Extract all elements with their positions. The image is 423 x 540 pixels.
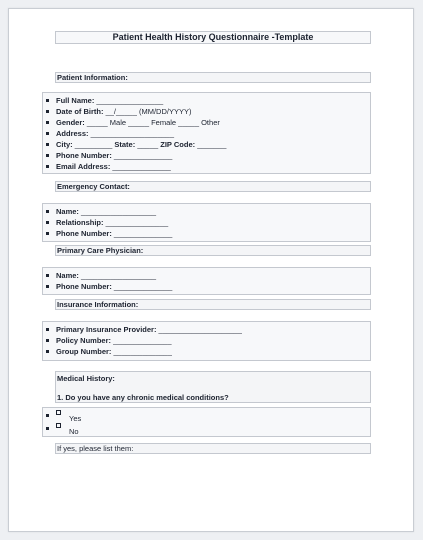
relationship-blank: _______________	[103, 218, 169, 227]
group-number-blank: ______________	[111, 347, 172, 356]
phone-number-label: Phone Number:	[56, 151, 112, 160]
physician-phone-label: Phone Number:	[56, 282, 112, 291]
bullet-icon	[46, 110, 49, 113]
phone-number-blank: ______________	[111, 151, 173, 160]
bullet-icon	[46, 285, 49, 288]
bullet-icon	[46, 99, 49, 102]
chronic-conditions-options	[42, 407, 371, 437]
bullet-icon	[46, 143, 49, 146]
full-name-label: Full Name:	[56, 96, 95, 105]
emergency-contact-fields	[42, 203, 371, 242]
bullet-icon	[46, 221, 49, 224]
bullet-icon	[46, 274, 49, 277]
patient-information-fields	[42, 92, 371, 174]
city-blank: _________	[72, 140, 115, 149]
insurance-fields	[42, 321, 371, 361]
emergency-name-label: Name:	[56, 207, 79, 216]
physician-name-label: Name:	[56, 271, 79, 280]
address-blank: ____________________	[88, 129, 175, 138]
policy-number-blank: ______________	[111, 336, 172, 345]
bullet-icon	[46, 339, 49, 342]
gender-options: _____ Male _____ Female _____ Other	[84, 118, 220, 127]
medical-history-block	[55, 371, 371, 403]
section-heading-insurance-information: Insurance Information:	[55, 299, 371, 310]
physician-phone-blank: ______________	[111, 282, 173, 291]
bullet-icon	[46, 154, 49, 157]
bullet-icon	[46, 328, 49, 331]
physician-fields	[42, 267, 371, 295]
gender-label: Gender:	[56, 118, 85, 127]
relationship-label: Relationship:	[56, 218, 104, 227]
state-label: State:	[114, 140, 136, 149]
section-heading-patient-information: Patient Information:	[55, 72, 371, 83]
email-address-blank: ______________	[110, 162, 171, 171]
yes-checkbox[interactable]	[56, 410, 61, 415]
insurance-provider-label: Primary Insurance Provider:	[56, 325, 157, 334]
bullet-icon	[46, 414, 49, 417]
state-blank: _____	[135, 140, 161, 149]
policy-number-label: Policy Number:	[56, 336, 112, 345]
section-heading-emergency-contact: Emergency Contact:	[55, 181, 371, 192]
no-label: No	[69, 427, 79, 436]
if-yes-list-prompt[interactable]: If yes, please list them:	[55, 443, 371, 454]
email-address-label: Email Address:	[56, 162, 111, 171]
section-heading-medical-history: Medical History:	[57, 374, 115, 383]
bullet-icon	[46, 232, 49, 235]
bullet-icon	[46, 210, 49, 213]
emergency-name-blank: __________________	[78, 207, 157, 216]
bullet-icon	[46, 121, 49, 124]
city-label: City:	[56, 140, 73, 149]
zip-code-label: ZIP Code:	[160, 140, 196, 149]
bullet-icon	[46, 350, 49, 353]
emergency-phone-blank: ______________	[111, 229, 173, 238]
bullet-icon	[46, 132, 49, 135]
bullet-icon	[46, 165, 49, 168]
insurance-provider-blank: ____________________	[156, 325, 242, 334]
full-name-blank: ________________	[94, 96, 164, 105]
zip-code-blank: _______	[195, 140, 227, 149]
yes-label: Yes	[69, 414, 82, 423]
chronic-conditions-question: 1. Do you have any chronic medical conditions?	[57, 393, 229, 402]
physician-name-blank: __________________	[78, 271, 157, 280]
document-title: Patient Health History Questionnaire -Template	[55, 31, 371, 44]
no-checkbox[interactable]	[56, 423, 61, 428]
group-number-label: Group Number:	[56, 347, 112, 356]
date-of-birth-label: Date of Birth:	[56, 107, 104, 116]
date-of-birth-blank: __/_____ (MM/DD/YYYY)	[103, 107, 192, 116]
bullet-icon	[46, 427, 49, 430]
address-label: Address:	[56, 129, 89, 138]
document-page	[8, 8, 414, 532]
section-heading-primary-care-physician: Primary Care Physician:	[55, 245, 371, 256]
emergency-phone-label: Phone Number:	[56, 229, 112, 238]
